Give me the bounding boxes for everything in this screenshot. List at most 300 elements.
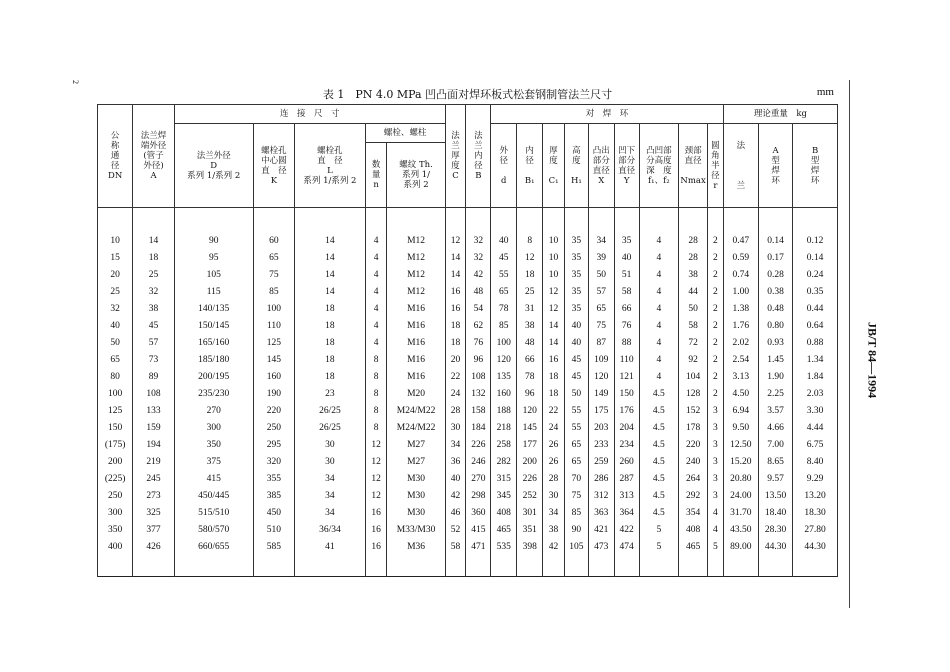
table-cell: M33/M30 <box>387 521 445 538</box>
table-cell: 3 <box>708 453 724 470</box>
table-cell: 270 <box>174 402 253 419</box>
table-cell: 194 <box>133 436 175 453</box>
table-cell: 44 <box>679 283 708 300</box>
table-cell: 9.29 <box>793 470 838 487</box>
table-cell: 66 <box>614 300 639 317</box>
table-cell: 185/180 <box>174 351 253 368</box>
table-cell: 0.80 <box>759 317 793 334</box>
table-cell: 4 <box>365 249 387 266</box>
table-cell: 132 <box>466 385 491 402</box>
table-cell: 273 <box>133 487 175 504</box>
table-spacer-cell <box>365 555 387 577</box>
table-cell: 35 <box>564 300 588 317</box>
table-cell: 4.44 <box>793 419 838 436</box>
table-cell: 14 <box>543 317 565 334</box>
table-spacer-cell <box>253 208 295 233</box>
table-spacer-cell <box>517 208 543 233</box>
table-cell: 0.59 <box>723 249 758 266</box>
table-cell: 65 <box>98 351 133 368</box>
table-cell: 585 <box>253 538 295 555</box>
table-cell: 85 <box>253 283 295 300</box>
table-cell: 315 <box>491 470 517 487</box>
table-cell: 355 <box>253 470 295 487</box>
table-cell: 18 <box>295 334 366 351</box>
table-cell: 25 <box>517 283 543 300</box>
table-cell: 292 <box>679 487 708 504</box>
group-header-bolts: 螺栓、螺柱 <box>365 124 445 143</box>
table-cell: 24 <box>445 385 466 402</box>
col-header-radius: 圆 角 半 径 r <box>708 124 724 208</box>
table-cell: 152 <box>679 402 708 419</box>
table-cell: 4 <box>639 283 678 300</box>
table-cell: M16 <box>387 317 445 334</box>
table-cell: 421 <box>588 521 614 538</box>
table-cell: 18.30 <box>793 504 838 521</box>
table-cell: 30 <box>295 453 366 470</box>
table-cell: 0.14 <box>759 232 793 249</box>
table-cell: 125 <box>253 334 295 351</box>
table-cell: 60 <box>253 232 295 249</box>
table-cell: 10 <box>543 249 565 266</box>
table-cell: 3.13 <box>723 368 758 385</box>
table-cell: 375 <box>174 453 253 470</box>
table-cell: 32 <box>466 232 491 249</box>
table-cell: 14 <box>445 249 466 266</box>
table-cell: 66 <box>517 351 543 368</box>
table-spacer-cell <box>639 555 678 577</box>
table-cell: 6.94 <box>723 402 758 419</box>
table-cell: 175 <box>588 402 614 419</box>
table-cell: 23 <box>295 385 366 402</box>
col-header-thread: 螺纹 Th. 系列 1/ 系列 2 <box>387 143 445 208</box>
col-header-ring-od: 外 径 d <box>491 124 517 208</box>
page-number: 2 <box>71 80 80 84</box>
table-spacer-cell <box>759 555 793 577</box>
table-cell: 145 <box>253 351 295 368</box>
table-cell: 15 <box>98 249 133 266</box>
table-cell: 65 <box>564 453 588 470</box>
table-spacer-cell <box>588 555 614 577</box>
table-cell: 55 <box>564 419 588 436</box>
table-caption <box>97 86 838 100</box>
table-cell: 4 <box>639 300 678 317</box>
table-cell: 0.64 <box>793 317 838 334</box>
table-cell: 34 <box>295 487 366 504</box>
table-cell: 287 <box>614 470 639 487</box>
table-cell: 32 <box>466 249 491 266</box>
table-cell: 31 <box>517 300 543 317</box>
table-cell: 252 <box>517 487 543 504</box>
table-cell: 0.24 <box>793 266 838 283</box>
table-cell: 295 <box>253 436 295 453</box>
page-margin-rule <box>849 80 850 608</box>
table-cell: 3 <box>708 487 724 504</box>
table-cell: 150/145 <box>174 317 253 334</box>
table-cell: 50 <box>588 266 614 283</box>
table-cell: 4 <box>639 266 678 283</box>
table-cell: 35 <box>564 232 588 249</box>
table-cell: 2 <box>708 232 724 249</box>
table-cell: 474 <box>614 538 639 555</box>
col-header-bolt-circle: 螺栓孔 中心圆 直 径 K <box>253 124 295 208</box>
col-header-flange-od: 法兰外径 D 系列 1/系列 2 <box>174 124 253 208</box>
table-cell: 165/160 <box>174 334 253 351</box>
table-cell: 26 <box>543 436 565 453</box>
table-cell: 115 <box>174 283 253 300</box>
table-cell: 24 <box>543 419 565 436</box>
group-header-weld-ring: 对 焊 环 <box>491 105 723 124</box>
table-cell: 28 <box>679 249 708 266</box>
table-cell: 8 <box>365 368 387 385</box>
table-cell: M12 <box>387 232 445 249</box>
table-cell: 72 <box>679 334 708 351</box>
table-cell: 38 <box>679 266 708 283</box>
table-cell: 25 <box>98 283 133 300</box>
table-header <box>98 105 838 208</box>
table-cell: 10 <box>543 266 565 283</box>
table-spacer-cell <box>466 555 491 577</box>
table-cell: 360 <box>466 504 491 521</box>
table-cell: 14 <box>295 232 366 249</box>
table-cell: 75 <box>564 487 588 504</box>
table-spacer-cell <box>614 555 639 577</box>
table-cell: 54 <box>466 300 491 317</box>
table-cell: 200 <box>517 453 543 470</box>
table-row <box>98 436 838 453</box>
table-cell: 350 <box>98 521 133 538</box>
table-cell: 415 <box>466 521 491 538</box>
table-cell: 8 <box>365 419 387 436</box>
table-cell: 36/34 <box>295 521 366 538</box>
col-header-bolt-hole: 螺栓孔 直 径 L 系列 1/系列 2 <box>295 124 366 208</box>
table-cell: 0.74 <box>723 266 758 283</box>
table-cell: 28.30 <box>759 521 793 538</box>
table-cell: 40 <box>491 232 517 249</box>
table-cell: 235/230 <box>174 385 253 402</box>
table-cell: 320 <box>253 453 295 470</box>
table-spacer-cell <box>491 208 517 233</box>
table-spacer-cell <box>98 208 133 233</box>
table-cell: 250 <box>253 419 295 436</box>
table-cell: 2.03 <box>793 385 838 402</box>
table-cell: 2 <box>708 385 724 402</box>
table-row <box>98 470 838 487</box>
table-cell: M12 <box>387 249 445 266</box>
table-cell: 3 <box>708 402 724 419</box>
table-cell: 188 <box>491 402 517 419</box>
table-spacer-cell <box>543 555 565 577</box>
table-cell: 18 <box>543 368 565 385</box>
table-cell: 45 <box>564 368 588 385</box>
table-cell: 4.5 <box>639 487 678 504</box>
table-cell: 8 <box>517 232 543 249</box>
table-cell: M16 <box>387 368 445 385</box>
table-cell: 34 <box>295 470 366 487</box>
table-row <box>98 266 838 283</box>
table-cell: 34 <box>543 504 565 521</box>
table-cell: 1.90 <box>759 368 793 385</box>
table-cell: 2 <box>708 317 724 334</box>
table-cell: 7.00 <box>759 436 793 453</box>
table-cell: 22 <box>543 402 565 419</box>
table-cell: 40 <box>98 317 133 334</box>
table-cell: 8 <box>365 385 387 402</box>
table-cell: 245 <box>133 470 175 487</box>
table-cell: 65 <box>491 283 517 300</box>
col-header-weight-a: A 型 焊 环 <box>759 124 793 208</box>
table-cell: 400 <box>98 538 133 555</box>
table-cell: 270 <box>466 470 491 487</box>
table-cell: 20 <box>445 351 466 368</box>
table-cell: 92 <box>679 351 708 368</box>
table-spacer-row <box>98 555 838 577</box>
table-cell: 8 <box>365 402 387 419</box>
table-cell: 200/195 <box>174 368 253 385</box>
table-cell: 100 <box>491 334 517 351</box>
unit-label: mm <box>816 86 834 98</box>
table-cell: 40 <box>564 317 588 334</box>
table-cell: 0.35 <box>793 283 838 300</box>
table-title: 表 1 PN 4.0 MPa 凹凸面对焊环板式松套钢制管法兰尺寸 <box>322 88 613 101</box>
table-cell: 4 <box>365 317 387 334</box>
table-spacer-cell <box>491 555 517 577</box>
table-cell: 88 <box>614 334 639 351</box>
table-cell: 203 <box>588 419 614 436</box>
table-cell: 100 <box>253 300 295 317</box>
table-cell: 36 <box>445 453 466 470</box>
table-cell: 55 <box>491 266 517 283</box>
table-cell: 176 <box>614 402 639 419</box>
table-cell: 34 <box>295 504 366 521</box>
table-cell: 298 <box>466 487 491 504</box>
table-cell: 1.00 <box>723 283 758 300</box>
table-cell: 32 <box>133 283 175 300</box>
table-row <box>98 351 838 368</box>
col-header-bore: 法 兰 内 径 B <box>466 105 491 208</box>
table-cell: 105 <box>564 538 588 555</box>
table-cell: 264 <box>679 470 708 487</box>
table-cell: 85 <box>491 317 517 334</box>
table-cell: 313 <box>614 487 639 504</box>
table-spacer-cell <box>387 555 445 577</box>
table-cell: 177 <box>517 436 543 453</box>
table-cell: 515/510 <box>174 504 253 521</box>
table-cell: 18 <box>295 300 366 317</box>
table-cell: 13.20 <box>793 487 838 504</box>
table-cell: 250 <box>98 487 133 504</box>
table-cell: 408 <box>679 521 708 538</box>
table-cell: 190 <box>253 385 295 402</box>
table-cell: 20 <box>98 266 133 283</box>
table-cell: 0.93 <box>759 334 793 351</box>
table-cell: 4.5 <box>639 436 678 453</box>
table-cell: 465 <box>679 538 708 555</box>
table-cell: 258 <box>491 436 517 453</box>
table-cell: 121 <box>614 368 639 385</box>
table-cell: 149 <box>588 385 614 402</box>
table-cell: 39 <box>588 249 614 266</box>
table-cell: (175) <box>98 436 133 453</box>
table-cell: 42 <box>445 487 466 504</box>
table-cell: 3 <box>708 419 724 436</box>
table-cell: 260 <box>614 453 639 470</box>
table-cell: 35 <box>564 283 588 300</box>
table-cell: 145 <box>517 419 543 436</box>
table-spacer-cell <box>793 555 838 577</box>
table-cell: 2 <box>708 266 724 283</box>
table-cell: 128 <box>679 385 708 402</box>
table-cell: 2.54 <box>723 351 758 368</box>
table-cell: 50 <box>679 300 708 317</box>
table-cell: 40 <box>614 249 639 266</box>
table-cell: 325 <box>133 504 175 521</box>
table-cell: 4 <box>365 232 387 249</box>
table-cell: 5 <box>639 538 678 555</box>
table-cell: M27 <box>387 453 445 470</box>
table-cell: 57 <box>588 283 614 300</box>
table-cell: 2 <box>708 334 724 351</box>
table-row <box>98 487 838 504</box>
table-spacer-cell <box>365 208 387 233</box>
table-row <box>98 385 838 402</box>
table-cell: 44.30 <box>759 538 793 555</box>
table-cell: 351 <box>517 521 543 538</box>
table-cell: 377 <box>133 521 175 538</box>
table-cell: 0.14 <box>793 249 838 266</box>
table-row <box>98 283 838 300</box>
table-spacer-cell <box>466 208 491 233</box>
table-cell: 55 <box>564 402 588 419</box>
col-header-female-dia: 凹下 部分 直径 Y <box>614 124 639 208</box>
table-cell: 0.44 <box>793 300 838 317</box>
table-cell: 385 <box>253 487 295 504</box>
table-cell: 3.57 <box>759 402 793 419</box>
table-cell: 286 <box>588 470 614 487</box>
table-cell: 133 <box>133 402 175 419</box>
col-header-step-height: 凸凹部 分高度 深 度 f₁、f₂ <box>639 124 678 208</box>
table-cell: 125 <box>98 402 133 419</box>
table-cell: 38 <box>517 317 543 334</box>
table-cell: 4.5 <box>639 419 678 436</box>
col-header-weld-od: 法兰焊 端外径 (管子 外径) A <box>133 105 175 208</box>
col-header-ring-thk: 厚 度 C₁ <box>543 124 565 208</box>
table-cell: 0.38 <box>759 283 793 300</box>
table-cell: 109 <box>588 351 614 368</box>
table-cell: 28 <box>679 232 708 249</box>
table-cell: 4 <box>365 334 387 351</box>
table-cell: 58 <box>445 538 466 555</box>
table-row <box>98 317 838 334</box>
table-cell: 0.88 <box>793 334 838 351</box>
table-cell: 18 <box>445 317 466 334</box>
table-cell: 259 <box>588 453 614 470</box>
table-cell: M27 <box>387 436 445 453</box>
table-cell: 234 <box>614 436 639 453</box>
table-cell: 52 <box>445 521 466 538</box>
table-row <box>98 368 838 385</box>
table-cell: 2.25 <box>759 385 793 402</box>
table-row <box>98 453 838 470</box>
table-cell: 18 <box>517 266 543 283</box>
table-cell: 18 <box>133 249 175 266</box>
table-cell: 35 <box>564 266 588 283</box>
table-cell: 58 <box>679 317 708 334</box>
table-cell: 184 <box>466 419 491 436</box>
table-cell: 105 <box>174 266 253 283</box>
table-cell: 2 <box>708 283 724 300</box>
table-cell: 30 <box>543 487 565 504</box>
table-cell: 80 <box>98 368 133 385</box>
table-cell: 45 <box>564 351 588 368</box>
table-cell: 18 <box>295 351 366 368</box>
table-cell: 0.47 <box>723 232 758 249</box>
table-spacer-cell <box>517 555 543 577</box>
table-cell: 233 <box>588 436 614 453</box>
flange-dimension-table <box>97 104 838 577</box>
table-cell: 4 <box>639 351 678 368</box>
table-spacer-cell <box>133 208 175 233</box>
table-cell: (225) <box>98 470 133 487</box>
table-cell: 89.00 <box>723 538 758 555</box>
table-cell: 120 <box>491 351 517 368</box>
table-cell: 48 <box>517 334 543 351</box>
table-cell: 0.48 <box>759 300 793 317</box>
table-cell: 8.65 <box>759 453 793 470</box>
table-cell: 18 <box>295 368 366 385</box>
table-cell: 110 <box>614 351 639 368</box>
table-cell: 220 <box>253 402 295 419</box>
table-cell: 38 <box>543 521 565 538</box>
table-cell: 26 <box>543 453 565 470</box>
table-cell: 450 <box>253 504 295 521</box>
table-cell: 12.50 <box>723 436 758 453</box>
table-cell: 282 <box>491 453 517 470</box>
table-cell: 2.02 <box>723 334 758 351</box>
table-cell: 220 <box>679 436 708 453</box>
table-cell: 42 <box>466 266 491 283</box>
table-cell: 350 <box>174 436 253 453</box>
table-cell: 6.75 <box>793 436 838 453</box>
table-cell: 24.00 <box>723 487 758 504</box>
table-cell: 3 <box>708 436 724 453</box>
table-cell: 89 <box>133 368 175 385</box>
table-cell: 12 <box>543 283 565 300</box>
table-cell: 4.66 <box>759 419 793 436</box>
table-cell: 160 <box>491 385 517 402</box>
table-cell: 90 <box>174 232 253 249</box>
table-cell: 28 <box>543 470 565 487</box>
table-cell: 312 <box>588 487 614 504</box>
table-cell: 140/135 <box>174 300 253 317</box>
table-cell: 4 <box>639 334 678 351</box>
table-spacer-cell <box>679 208 708 233</box>
table-cell: 354 <box>679 504 708 521</box>
table-cell: 62 <box>466 317 491 334</box>
table-spacer-cell <box>708 208 724 233</box>
table-cell: 16 <box>445 300 466 317</box>
standard-code: JB/T 84—1994 <box>865 321 880 399</box>
table-cell: 40 <box>445 470 466 487</box>
table-cell: 4 <box>365 283 387 300</box>
table-cell: 4 <box>365 266 387 283</box>
table-cell: 16 <box>445 283 466 300</box>
table-cell: 12 <box>517 249 543 266</box>
table-cell: 178 <box>679 419 708 436</box>
table-cell: M12 <box>387 283 445 300</box>
table-cell: 96 <box>466 351 491 368</box>
table-cell: M16 <box>387 334 445 351</box>
table-cell: 26/25 <box>295 419 366 436</box>
